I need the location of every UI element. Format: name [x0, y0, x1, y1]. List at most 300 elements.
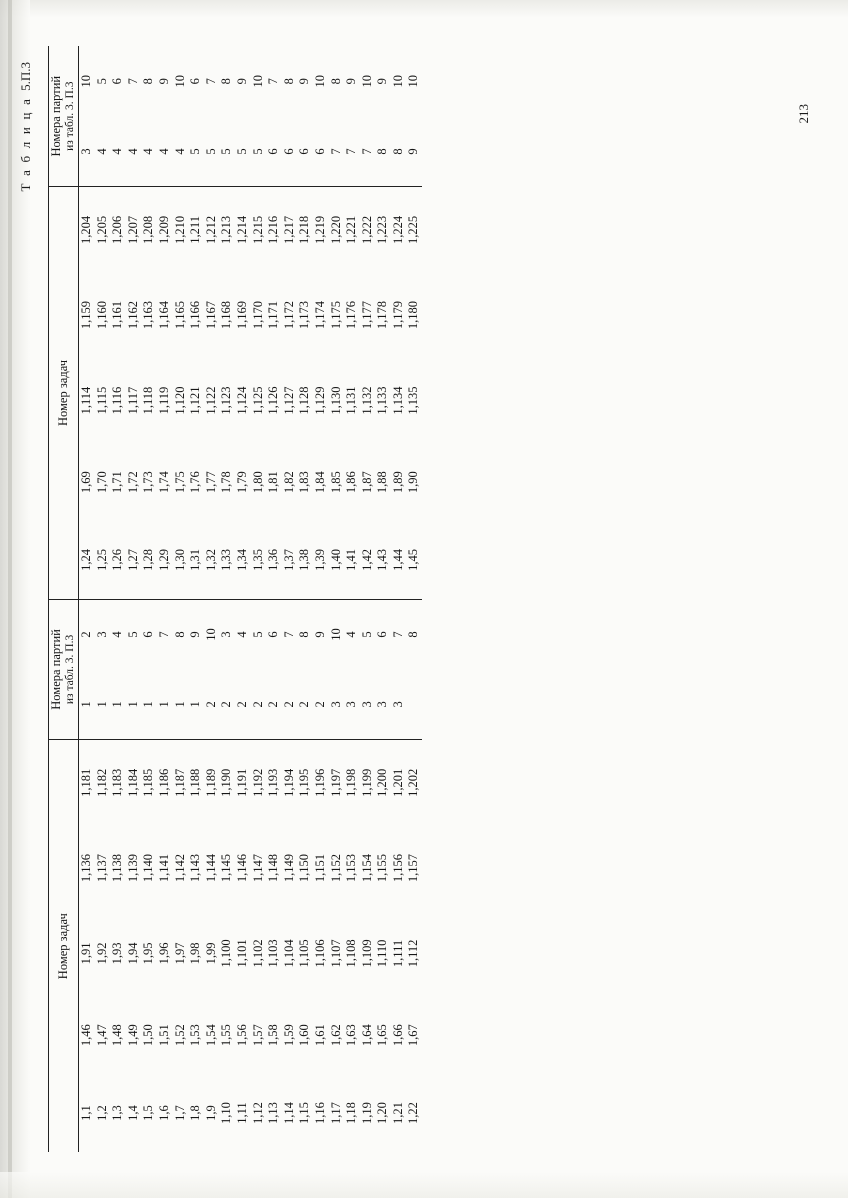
cell-task-left: 1,48 — [110, 1024, 125, 1047]
cell-task-right: 1,174 — [312, 301, 327, 330]
cell-task-right: 1,216 — [266, 215, 281, 244]
cell-task-left: 1,156 — [390, 853, 405, 883]
cell-task-left: 1,150 — [297, 853, 312, 883]
cell-task-left: 1,142 — [172, 853, 187, 883]
cell-task-right: 1,115 — [94, 386, 109, 415]
cell-lot-left: 2 — [297, 669, 313, 739]
cell-task-left: 1,1 — [78, 1074, 94, 1152]
cell-lot-left: 3 — [94, 631, 109, 638]
cell-task-left: 1,22 — [406, 1102, 421, 1124]
table-body — [78, 46, 422, 1152]
table-row — [110, 46, 126, 1152]
cell-task-left: 1,200 — [375, 768, 390, 797]
header-lots-left-line2: из табл. 3. П.3 — [64, 634, 77, 705]
cell-task-left: 1,14 — [281, 1102, 296, 1124]
cell-task-left: 1,15 — [297, 1102, 312, 1124]
cell-lot-right: 9 — [344, 78, 359, 85]
cell-task-right: 1,167 — [203, 301, 218, 330]
cell-task-right: 1,166 — [188, 301, 203, 330]
cell-task-right: 1,211 — [188, 216, 203, 244]
cell-task-right: 1,35 — [250, 521, 266, 599]
table-row — [328, 46, 344, 1152]
cell-lot-right: 5 — [188, 117, 204, 187]
cell-task-right: 1,24 — [78, 521, 94, 599]
cell-task-right: 1,87 — [359, 471, 374, 494]
cell-task-right: 1,122 — [203, 386, 218, 415]
cell-task-left: 1,141 — [156, 853, 171, 883]
cell-task-right: 1,163 — [141, 301, 156, 330]
cell-task-right: 1,165 — [172, 301, 187, 330]
cell-lot-right: 9 — [297, 78, 312, 85]
cell-task-left: 1,65 — [375, 1024, 390, 1047]
cell-task-right: 1,180 — [406, 301, 421, 330]
cell-task-right: 1,31 — [188, 521, 204, 599]
table-caption — [18, 62, 34, 192]
cell-task-right: 1,124 — [234, 386, 249, 415]
cell-lot-right: 6 — [110, 78, 125, 85]
cell-lot-right: 3 — [78, 117, 94, 187]
cell-lot-left: 8 — [172, 631, 187, 638]
cell-lot-right: 9 — [234, 78, 249, 85]
cell-task-left: 1,195 — [297, 768, 312, 797]
cell-lot-right: 9 — [375, 78, 390, 85]
cell-task-right: 1,88 — [375, 471, 390, 494]
cell-task-left: 1,157 — [406, 853, 421, 883]
cell-lot-right: 9 — [156, 78, 171, 85]
cell-task-right: 1,89 — [390, 471, 405, 494]
cell-task-left: 1,95 — [141, 942, 156, 965]
cell-task-right: 1,169 — [234, 301, 249, 330]
cell-task-right: 1,219 — [312, 215, 327, 244]
cell-task-right: 1,116 — [110, 386, 125, 415]
cell-task-left: 1,143 — [188, 853, 203, 883]
appendix-table — [48, 46, 422, 1152]
cell-lot-right: 4 — [141, 117, 157, 187]
cell-lot-right: 7 — [266, 78, 281, 85]
cell-lot-right: 4 — [157, 117, 173, 187]
cell-task-left: 1,8 — [188, 1105, 203, 1121]
cell-task-right: 1,127 — [281, 386, 296, 415]
cell-lot-right: 7 — [125, 78, 140, 85]
cell-task-right: 1,37 — [282, 521, 298, 599]
cell-task-left: 1,186 — [156, 768, 171, 797]
cell-task-left: 1,62 — [328, 1024, 343, 1047]
cell-task-left: 1,107 — [328, 939, 343, 968]
cell-task-right: 1,172 — [281, 301, 296, 330]
cell-task-left: 1,100 — [219, 939, 234, 968]
cell-task-left: 1,102 — [250, 939, 265, 968]
cell-task-right: 1,43 — [375, 521, 391, 599]
cell-task-left: 1,2 — [94, 1105, 109, 1121]
cell-lot-right: 8 — [281, 78, 296, 85]
cell-task-right: 1,225 — [406, 215, 421, 244]
cell-task-left: 1,184 — [125, 768, 140, 797]
table-row — [78, 46, 94, 1152]
cell-task-right: 1,207 — [125, 215, 140, 244]
cell-task-right: 1,162 — [125, 301, 140, 330]
cell-task-left: 1,21 — [390, 1102, 405, 1124]
cell-task-right: 1,213 — [219, 215, 234, 244]
cell-task-left: 1,111 — [390, 939, 405, 968]
cell-task-left: 1,188 — [188, 768, 203, 797]
cell-task-right: 1,208 — [141, 215, 156, 244]
cell-lot-left: 3 — [219, 631, 234, 638]
cell-task-right: 1,45 — [406, 521, 422, 599]
header-lots-right — [49, 46, 79, 187]
cell-lot-right: 9 — [406, 117, 422, 187]
cell-task-right: 1,42 — [360, 521, 376, 599]
table-row — [188, 46, 204, 1152]
cell-lot-right: 4 — [126, 117, 142, 187]
cell-lot-right: 7 — [328, 117, 344, 187]
cell-task-left: 1,92 — [94, 942, 109, 965]
cell-task-right: 1,30 — [172, 521, 188, 599]
cell-task-left: 1,153 — [344, 853, 359, 883]
cell-task-left: 1,66 — [390, 1024, 405, 1047]
cell-task-right: 1,206 — [110, 215, 125, 244]
table-row — [250, 46, 266, 1152]
cell-task-right: 1,86 — [344, 471, 359, 494]
cell-task-right: 1,210 — [172, 215, 187, 244]
cell-task-left: 1,197 — [328, 768, 343, 797]
cell-lot-left: 2 — [235, 669, 251, 739]
cell-task-right: 1,170 — [250, 301, 265, 330]
cell-task-right: 1,117 — [125, 386, 140, 415]
cell-lot-left: 1 — [110, 669, 126, 739]
cell-task-left: 1,181 — [78, 740, 94, 825]
cell-task-right: 1,161 — [110, 301, 125, 330]
cell-lot-left: 1 — [172, 669, 188, 739]
cell-task-right: 1,173 — [297, 301, 312, 330]
cell-task-left: 1,10 — [219, 1102, 234, 1124]
cell-task-right: 1,39 — [313, 521, 329, 599]
cell-task-right: 1,29 — [157, 521, 173, 599]
cell-task-left: 1,47 — [94, 1024, 109, 1047]
cell-lot-right: 10 — [390, 75, 405, 88]
cell-lot-left: 5 — [250, 631, 265, 638]
cell-task-right: 1,125 — [250, 386, 265, 415]
cell-lot-right: 4 — [110, 117, 126, 187]
cell-task-left: 1,108 — [344, 939, 359, 968]
header-lots-right-line2: из табл. 3. П.3 — [64, 81, 77, 151]
cell-task-left: 1,152 — [328, 853, 343, 883]
cell-task-left: 1,3 — [110, 1105, 125, 1121]
cell-task-right: 1,209 — [156, 215, 171, 244]
cell-task-right: 1,83 — [297, 471, 312, 494]
cell-lot-left: 10 — [203, 628, 218, 641]
cell-task-left: 1,18 — [344, 1102, 359, 1124]
cell-task-left: 1,187 — [172, 768, 187, 797]
cell-lot-right: 8 — [391, 117, 407, 187]
cell-task-right: 1,177 — [359, 301, 374, 330]
cell-lot-left: 6 — [375, 631, 390, 638]
cell-task-left: 1,190 — [219, 768, 234, 797]
cell-lot-left: 1 — [188, 669, 204, 739]
cell-task-left: 1,59 — [281, 1024, 296, 1047]
cell-task-right: 1,218 — [297, 215, 312, 244]
cell-task-right: 1,71 — [110, 471, 125, 494]
table-row — [172, 46, 188, 1152]
cell-lot-left: 2 — [266, 669, 282, 739]
cell-task-right: 1,73 — [141, 471, 156, 494]
table-caption-number: 5.П.3 — [18, 62, 33, 91]
cell-lot-left: 4 — [344, 631, 359, 638]
cell-task-right: 1,130 — [328, 386, 343, 415]
cell-task-left: 1,149 — [281, 853, 296, 883]
cell-lot-left: 6 — [266, 631, 281, 638]
cell-task-right: 1,81 — [266, 471, 281, 494]
cell-lot-right: 10 — [172, 75, 187, 88]
cell-task-left: 1,64 — [359, 1024, 374, 1047]
cell-task-left: 1,58 — [266, 1024, 281, 1047]
cell-task-right: 1,175 — [328, 301, 343, 330]
cell-task-left: 1,147 — [250, 853, 265, 883]
cell-task-left: 1,67 — [406, 1024, 421, 1047]
header-task-number-right: Номер задач — [49, 187, 79, 599]
cell-lot-right: 4 — [95, 117, 111, 187]
table-row — [406, 46, 422, 1152]
cell-lot-left: 3 — [360, 669, 376, 739]
cell-task-right: 1,32 — [204, 521, 220, 599]
cell-task-left: 1,20 — [375, 1102, 390, 1124]
table-row — [375, 46, 391, 1152]
cell-lot-right: 6 — [297, 117, 313, 187]
cell-task-right: 1,78 — [219, 471, 234, 494]
cell-task-left: 1,146 — [234, 853, 249, 883]
cell-task-left: 1,193 — [266, 768, 281, 797]
cell-lot-left: 2 — [78, 599, 94, 669]
table-row — [95, 46, 111, 1152]
cell-lot-left: 1 — [126, 669, 142, 739]
cell-task-left: 1,50 — [141, 1024, 156, 1047]
cell-lot-right: 5 — [94, 78, 109, 85]
cell-task-left: 1,63 — [344, 1024, 359, 1047]
cell-lot-right: 6 — [266, 117, 282, 187]
cell-lot-left — [406, 669, 422, 739]
table-row — [157, 46, 173, 1152]
cell-lot-left: 1 — [78, 669, 94, 739]
cell-lot-right: 10 — [312, 75, 327, 88]
cell-task-right: 1,41 — [344, 521, 360, 599]
cell-task-right: 1,135 — [406, 386, 421, 415]
cell-task-right: 1,120 — [172, 386, 187, 415]
cell-task-left: 1,137 — [94, 853, 109, 883]
cell-task-right: 1,179 — [390, 301, 405, 330]
table-row — [360, 46, 376, 1152]
cell-task-right: 1,171 — [266, 301, 281, 330]
cell-task-right: 1,214 — [234, 215, 249, 244]
cell-task-right: 1,168 — [219, 301, 234, 330]
cell-task-left: 1,61 — [312, 1024, 327, 1047]
cell-task-left: 1,196 — [312, 768, 327, 797]
cell-task-left: 1,148 — [266, 853, 281, 883]
header-lots-left — [49, 599, 79, 740]
table-container — [48, 46, 790, 1152]
cell-task-right: 1,72 — [125, 471, 140, 494]
cell-task-left: 1,154 — [359, 853, 374, 883]
cell-task-right: 1,205 — [94, 215, 109, 244]
cell-task-left: 1,53 — [188, 1024, 203, 1047]
table-row — [344, 46, 360, 1152]
cell-task-left: 1,103 — [266, 939, 281, 968]
cell-task-left: 1,17 — [328, 1102, 343, 1124]
cell-task-right: 1,28 — [141, 521, 157, 599]
cell-task-left: 1,57 — [250, 1024, 265, 1047]
cell-task-left: 1,98 — [188, 942, 203, 965]
cell-lot-left: 5 — [359, 631, 374, 638]
cell-task-left: 1,136 — [78, 825, 94, 910]
cell-task-left: 1,192 — [250, 768, 265, 797]
cell-task-right: 1,217 — [281, 215, 296, 244]
cell-task-right: 1,40 — [328, 521, 344, 599]
cell-task-right: 1,36 — [266, 521, 282, 599]
cell-task-left: 1,194 — [281, 768, 296, 797]
cell-task-left: 1,11 — [234, 1102, 249, 1124]
cell-task-right: 1,44 — [391, 521, 407, 599]
cell-lot-left: 2 — [282, 669, 298, 739]
cell-task-left: 1,202 — [406, 768, 421, 797]
cell-task-left: 1,99 — [203, 942, 218, 965]
cell-lot-right: 8 — [141, 78, 156, 85]
cell-task-left: 1,139 — [125, 853, 140, 883]
cell-task-right: 1,33 — [219, 521, 235, 599]
cell-lot-left: 2 — [250, 669, 266, 739]
cell-lot-right: 8 — [328, 78, 343, 85]
cell-task-left: 1,93 — [110, 942, 125, 965]
cell-task-right: 1,38 — [297, 521, 313, 599]
cell-lot-left: 9 — [188, 631, 203, 638]
cell-task-left: 1,105 — [297, 939, 312, 968]
cell-task-left: 1,9 — [203, 1105, 218, 1121]
table-row — [282, 46, 298, 1152]
cell-task-right: 1,25 — [95, 521, 111, 599]
page-number: 213 — [796, 104, 811, 124]
table-row — [297, 46, 313, 1152]
cell-task-left: 1,60 — [297, 1024, 312, 1047]
cell-lot-right: 5 — [235, 117, 251, 187]
cell-task-right: 1,82 — [281, 471, 296, 494]
cell-lot-right: 6 — [313, 117, 329, 187]
cell-lot-right: 6 — [282, 117, 298, 187]
cell-lot-left: 4 — [110, 631, 125, 638]
cell-task-right: 1,220 — [328, 215, 343, 244]
cell-lot-right: 7 — [203, 78, 218, 85]
table-row — [126, 46, 142, 1152]
cell-task-right: 1,70 — [94, 471, 109, 494]
cell-task-left: 1,46 — [78, 996, 94, 1074]
cell-lot-right: 7 — [360, 117, 376, 187]
cell-lot-right: 6 — [188, 78, 203, 85]
cell-task-left: 1,49 — [125, 1024, 140, 1047]
table-caption-label: Т а б л и ц а — [18, 96, 33, 192]
cell-lot-right: 5 — [204, 117, 220, 187]
cell-task-left: 1,151 — [312, 853, 327, 883]
cell-task-left: 1,198 — [344, 768, 359, 797]
cell-lot-left: 1 — [157, 669, 173, 739]
table-row — [266, 46, 282, 1152]
cell-lot-right: 5 — [250, 117, 266, 187]
cell-lot-left: 2 — [219, 669, 235, 739]
cell-task-right: 1,129 — [312, 386, 327, 415]
cell-task-right: 1,131 — [344, 386, 359, 415]
table-row — [235, 46, 251, 1152]
cell-task-left: 1,138 — [110, 853, 125, 883]
cell-task-right: 1,27 — [126, 521, 142, 599]
cell-task-right: 1,34 — [235, 521, 251, 599]
cell-lot-left: 6 — [141, 631, 156, 638]
cell-task-right: 1,77 — [203, 471, 218, 494]
cell-task-left: 1,101 — [234, 939, 249, 968]
cell-task-left: 1,5 — [141, 1105, 156, 1121]
cell-task-left: 1,104 — [281, 939, 296, 968]
cell-task-right: 1,222 — [359, 215, 374, 244]
cell-lot-right: 10 — [250, 75, 265, 88]
cell-task-right: 1,114 — [78, 358, 94, 443]
cell-task-left: 1,16 — [312, 1102, 327, 1124]
cell-lot-left: 1 — [141, 669, 157, 739]
cell-task-right: 1,134 — [390, 386, 405, 415]
cell-lot-right: 4 — [172, 117, 188, 187]
cell-lot-left: 3 — [391, 669, 407, 739]
cell-task-left: 1,51 — [156, 1024, 171, 1047]
cell-lot-left: 7 — [281, 631, 296, 638]
cell-lot-left: 3 — [344, 669, 360, 739]
cell-task-left: 1,183 — [110, 768, 125, 797]
cell-lot-left: 5 — [125, 631, 140, 638]
cell-task-right: 1,85 — [328, 471, 343, 494]
cell-lot-right: 7 — [344, 117, 360, 187]
cell-task-right: 1,74 — [156, 471, 171, 494]
cell-lot-right: 5 — [219, 117, 235, 187]
cell-task-right: 1,118 — [141, 386, 156, 415]
cell-task-right: 1,223 — [375, 215, 390, 244]
cell-lot-right: 8 — [375, 117, 391, 187]
cell-task-right: 1,76 — [188, 471, 203, 494]
cell-task-left: 1,97 — [172, 942, 187, 965]
table-row — [219, 46, 235, 1152]
cell-task-right: 1,84 — [312, 471, 327, 494]
cell-lot-left: 1 — [95, 669, 111, 739]
header-lots-left-line1: Номера партий — [49, 629, 63, 710]
cell-task-left: 1,91 — [78, 911, 94, 996]
cell-lot-right: 8 — [219, 78, 234, 85]
cell-task-right: 1,126 — [266, 386, 281, 415]
cell-task-right: 1,119 — [156, 386, 171, 415]
cell-task-right: 1,121 — [188, 386, 203, 415]
cell-task-right: 1,80 — [250, 471, 265, 494]
cell-lot-left: 7 — [390, 631, 405, 638]
header-task-number-left: Номер задач — [49, 740, 79, 1152]
cell-task-left: 1,185 — [141, 768, 156, 797]
cell-lot-left: 2 — [204, 669, 220, 739]
cell-task-right: 1,133 — [375, 386, 390, 415]
table-row — [141, 46, 157, 1152]
cell-lot-left: 10 — [328, 628, 343, 641]
cell-task-left: 1,4 — [125, 1105, 140, 1121]
cell-task-left: 1,7 — [172, 1105, 187, 1121]
cell-task-left: 1,182 — [94, 768, 109, 797]
cell-lot-left: 8 — [406, 631, 421, 638]
cell-task-right: 1,204 — [78, 187, 94, 272]
cell-task-right: 1,128 — [297, 386, 312, 415]
cell-task-right: 1,215 — [250, 215, 265, 244]
cell-task-left: 1,144 — [203, 853, 218, 883]
cell-task-left: 1,145 — [219, 853, 234, 883]
cell-task-left: 1,54 — [203, 1024, 218, 1047]
cell-task-left: 1,140 — [141, 853, 156, 883]
table-row — [313, 46, 329, 1152]
header-lots-right-line1: Номера партий — [49, 75, 63, 157]
